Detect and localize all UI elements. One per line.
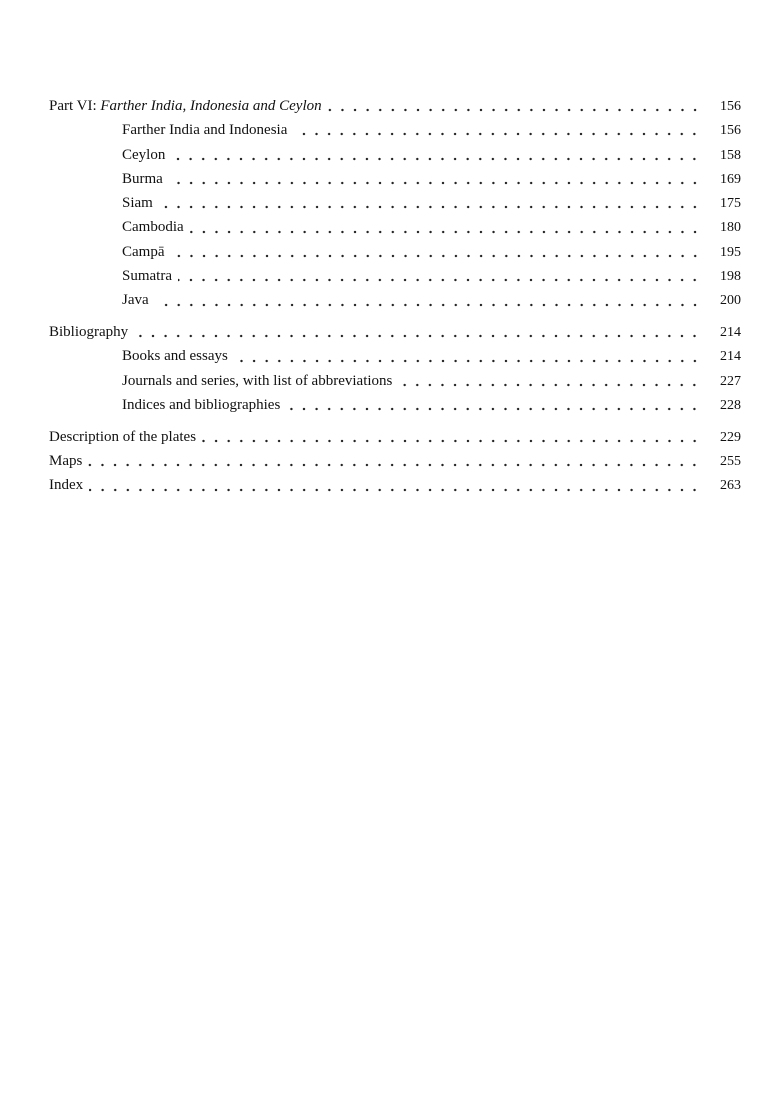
dot-leader [398, 382, 701, 388]
toc-entry[interactable] [49, 288, 741, 312]
toc-entry-label: Description of the plates [49, 428, 197, 445]
toc-page-number: 195 [720, 244, 741, 260]
toc-page-number: 158 [720, 147, 741, 163]
dot-leader [171, 253, 702, 259]
dot-leader [190, 229, 701, 235]
dot-leader [169, 180, 701, 186]
toc-entry-label: Siam [122, 195, 153, 212]
dot-leader [155, 302, 701, 308]
toc-entry[interactable] [49, 344, 741, 368]
toc-entry-label: Maps [49, 453, 83, 470]
toc-page-number: 263 [720, 478, 741, 494]
toc-entry-label: Java [122, 292, 149, 309]
toc-group-part-vi [49, 94, 741, 313]
toc-entry[interactable] [49, 240, 741, 264]
toc-entry-label: Sumatra [122, 268, 172, 285]
toc-entry-label: Campā [122, 243, 165, 260]
toc-page-number: 169 [720, 171, 741, 187]
toc-entry[interactable] [49, 167, 741, 191]
dot-leader [286, 406, 701, 412]
dot-leader [89, 487, 701, 493]
toc-entry-label: Journals and series, with list of abbreviations [122, 372, 393, 389]
toc-entry-label: Burma [122, 170, 163, 187]
toc-entry-label: Index [49, 477, 84, 494]
dot-leader [202, 438, 701, 444]
toc-entry[interactable] [49, 191, 741, 215]
toc-entry[interactable] [49, 425, 741, 449]
dot-leader [234, 358, 701, 364]
toc-entry[interactable] [49, 143, 741, 167]
toc-page-number: 227 [720, 373, 741, 389]
toc-page-number: 180 [720, 220, 741, 236]
toc-page-number: 156 [720, 99, 741, 114]
dot-leader [328, 107, 701, 113]
toc-entry[interactable] [49, 118, 741, 142]
toc-page-number: 156 [720, 123, 741, 139]
toc-group-back-matter [49, 425, 741, 498]
toc-page-number: 175 [720, 196, 741, 212]
table-of-contents [49, 94, 741, 505]
dot-leader [134, 333, 701, 339]
toc-entry-label: Indices and bibliographies [122, 397, 281, 414]
dot-leader [171, 156, 701, 162]
toc-entry-label: Cambodia [122, 219, 184, 236]
toc-entry-part-vi[interactable] [49, 94, 741, 118]
toc-entry-label: Farther India and Indonesia [122, 122, 288, 139]
toc-page-number: 214 [720, 325, 741, 341]
toc-page-number: 255 [720, 454, 741, 470]
dot-leader [159, 204, 701, 210]
toc-page-number: 198 [720, 269, 741, 285]
toc-entry[interactable] [49, 473, 741, 497]
toc-page-number: 200 [720, 293, 741, 309]
dot-leader [88, 462, 701, 468]
toc-entry[interactable] [49, 215, 741, 239]
toc-entry[interactable] [49, 369, 741, 393]
toc-page-number: 214 [720, 349, 741, 365]
toc-entry[interactable] [49, 264, 741, 288]
toc-entry[interactable] [49, 393, 741, 417]
toc-entry-label: Bibliography [49, 324, 129, 341]
toc-entry-label: Books and essays [122, 348, 228, 365]
toc-group-bibliography [49, 320, 741, 417]
toc-entry-label: Ceylon [122, 146, 166, 163]
toc-entry[interactable] [49, 449, 741, 473]
dot-leader [293, 131, 701, 137]
toc-entry-label: Part VI: Farther India, Indonesia and Ceylon [49, 98, 322, 114]
dot-leader [178, 277, 701, 283]
toc-page-number: 228 [720, 398, 741, 414]
toc-entry-bibliography[interactable] [49, 320, 741, 344]
toc-page-number: 229 [720, 429, 741, 445]
